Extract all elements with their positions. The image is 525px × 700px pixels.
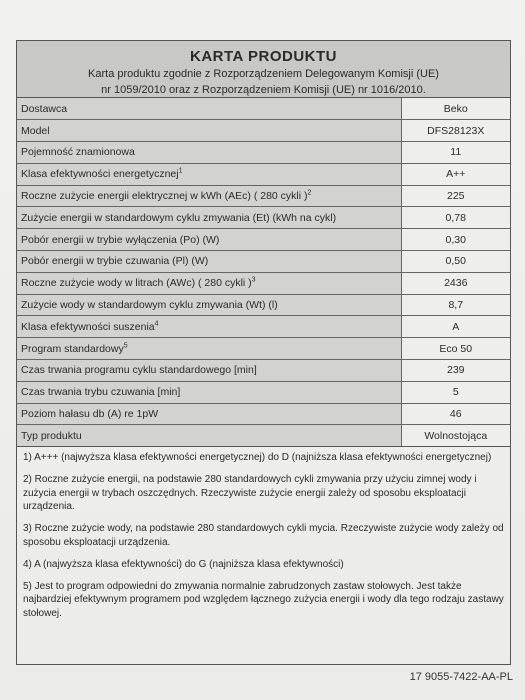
row-label: Zużycie wody w standardowym cyklu zmywania (Wt) (l) bbox=[17, 294, 401, 316]
footnote-ref: 4 bbox=[154, 320, 159, 328]
table-row bbox=[17, 98, 510, 120]
row-label: Roczne zużycie wody w litrach (AWc) ( 280 cykli )$^3$ bbox=[17, 272, 401, 294]
row-value: 0,78 bbox=[401, 207, 510, 229]
table-row bbox=[17, 381, 510, 403]
footnote-2: 2) Roczne zużycie energii, na podstawie 280 standardowych cykli zmywania przy użyciu zimnej wody i zużycia energii w trybach oszczędnych. Rzeczywiste zużycie energii zależy od sposobu eksploatacji urządzenia. bbox=[23, 474, 477, 513]
table-row bbox=[17, 207, 510, 229]
footnote-3: 3) Roczne zużycie wody, na podstawie 280 standardowych cykli mycia. Rzeczywiste zużycie wody zależy od sposobu eksploatacji urządzenia. bbox=[23, 523, 504, 548]
footnote-ref: 1 bbox=[178, 167, 183, 175]
row-value: 11 bbox=[401, 142, 510, 164]
row-value: A++ bbox=[401, 163, 510, 185]
row-label: Klasa efektywności energetycznej$^1$ bbox=[17, 163, 401, 185]
row-label: Pobór energii w trybie czuwania (Pl) (W) bbox=[17, 251, 401, 273]
table-row bbox=[17, 403, 510, 425]
row-label: Dostawca bbox=[17, 98, 401, 120]
card-subtitle-line-1: Karta produktu zgodnie z Rozporządzeniem Delegowanym Komisji (UE) bbox=[88, 68, 439, 80]
card-title: KARTA PRODUKTU bbox=[190, 48, 337, 65]
row-label: Model bbox=[17, 120, 401, 142]
row-value: Beko bbox=[401, 98, 510, 120]
spec-table bbox=[17, 98, 510, 447]
row-value: 225 bbox=[401, 185, 510, 207]
table-row bbox=[17, 316, 510, 338]
row-value: 8,7 bbox=[401, 294, 510, 316]
row-value: 2436 bbox=[401, 272, 510, 294]
row-label: Program standardowy$^5$ bbox=[17, 338, 401, 360]
table-row bbox=[17, 251, 510, 273]
row-label: Klasa efektywności suszenia$^4$ bbox=[17, 316, 401, 338]
row-value: 239 bbox=[401, 360, 510, 382]
row-label: Pobór energii w trybie wyłączenia (Po) (W) bbox=[17, 229, 401, 251]
product-card bbox=[16, 40, 511, 665]
row-value: A bbox=[401, 316, 510, 338]
row-value: 46 bbox=[401, 403, 510, 425]
row-value: 0,30 bbox=[401, 229, 510, 251]
footnote-4: 4) A (najwyższa klasa efektywności) do G (najniższa klasa efektywności) bbox=[23, 558, 344, 570]
table-row bbox=[17, 338, 510, 360]
table-row bbox=[17, 229, 510, 251]
table-row bbox=[17, 120, 510, 142]
row-value: 5 bbox=[401, 381, 510, 403]
table-row bbox=[17, 163, 510, 185]
row-value: DFS28123X bbox=[401, 120, 510, 142]
table-row bbox=[17, 425, 510, 447]
row-label: Roczne zużycie energii elektrycznej w kWh (AEc) ( 280 cykli )$^2$ bbox=[17, 185, 401, 207]
table-row bbox=[17, 294, 510, 316]
footnote-1: 1) A+++ (najwyższa klasa efektywności energetycznej) do D (najniższa klasa efektywności energetycznej) bbox=[23, 452, 492, 464]
footnote-ref: 5 bbox=[123, 342, 128, 350]
footnote-ref: 3 bbox=[251, 276, 256, 284]
row-label: Pojemność znamionowa bbox=[17, 142, 401, 164]
footnote-5: 5) Jest to program odpowiedni do zmywania normalnie zabrudzonych zastaw stołowych. Jest także najbardziej efektywnym programem pod względem łącznego zużycia energii i wody dla tego rodzaju zastawy stołowej. bbox=[23, 580, 504, 619]
row-value: Wolnostojąca bbox=[401, 425, 510, 447]
table-row bbox=[17, 185, 510, 207]
row-label: Poziom hałasu db (A) re 1pW bbox=[17, 403, 401, 425]
footnotes bbox=[17, 447, 510, 620]
card-subtitle-line-2: nr 1059/2010 oraz z Rozporządzeniem Komisji (UE) nr 1016/2010. bbox=[101, 84, 426, 96]
table-row bbox=[17, 272, 510, 294]
row-label: Czas trwania trybu czuwania [min] bbox=[17, 381, 401, 403]
table-row bbox=[17, 360, 510, 382]
document-code: 17 9055-7422-AA-PL bbox=[409, 671, 513, 683]
row-value: 0,50 bbox=[401, 251, 510, 273]
row-label: Typ produktu bbox=[17, 425, 401, 447]
table-row bbox=[17, 142, 510, 164]
row-label: Zużycie energii w standardowym cyklu zmywania (Et) (kWh na cykl) bbox=[17, 207, 401, 229]
row-value: Eco 50 bbox=[401, 338, 510, 360]
footnote-ref: 2 bbox=[307, 189, 312, 197]
card-header bbox=[17, 41, 510, 98]
row-label: Czas trwania programu cyklu standardowego [min] bbox=[17, 360, 401, 382]
